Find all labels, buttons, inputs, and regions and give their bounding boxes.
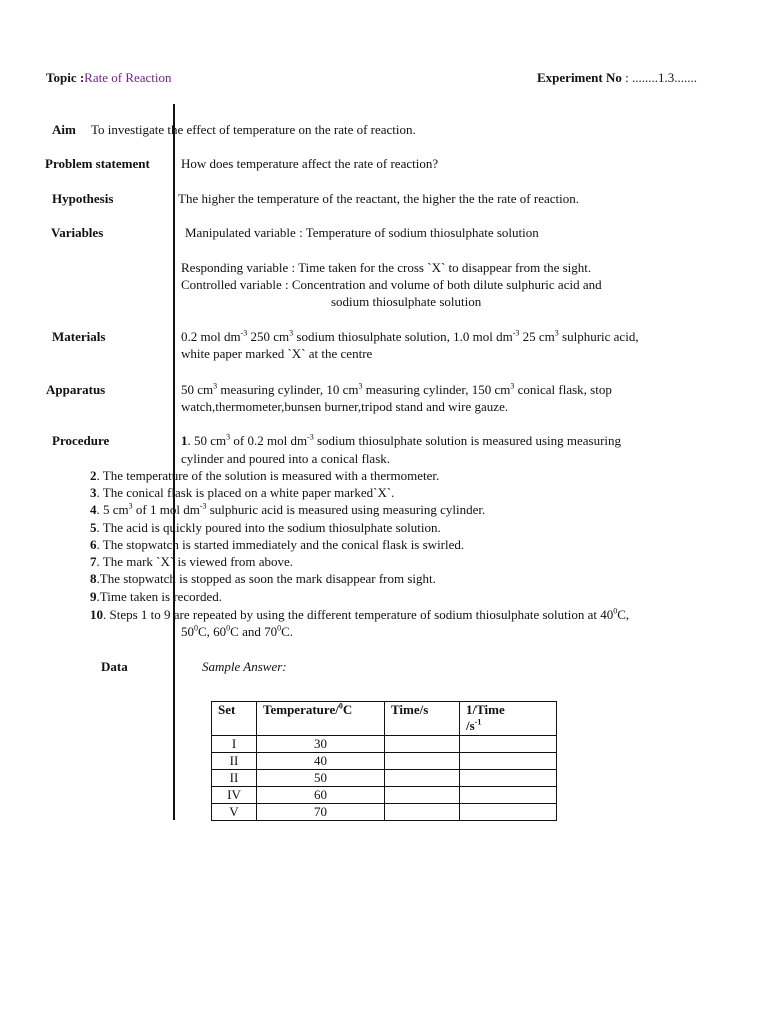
cell-set: I xyxy=(212,736,257,753)
procedure-step-6: 6. The stopwatch is started immediately and the conical flask is swirled. xyxy=(90,537,465,552)
aim-text: To investigate the effect of temperature on the rate of reaction. xyxy=(91,122,416,137)
procedure-step-7: 7. The mark `X` is viewed from above. xyxy=(90,554,294,569)
cell-temperature: 40 xyxy=(257,753,385,770)
cell-temperature: 70 xyxy=(257,804,385,821)
results-table xyxy=(211,701,557,821)
materials-line-1: 0.2 mol $dm^{-3}$ 250 $cm^3$ sodium thiosulphate solution, 1.0 mol $dm^{-3}$ 25 $cm^3$ sulphuric acid, xyxy=(181,328,639,344)
data-label: Data xyxy=(101,659,128,674)
procedure-step-4: 4. 5 $cm^3$ of 1 mol $dm^{-3}$ sulphuric acid is measured using measuring cylinder. xyxy=(90,501,486,517)
apparatus-label: Apparatus xyxy=(46,382,106,397)
procedure-step-1: 1. 50 $cm^3$ of 0.2 mol $dm^{-3}$ sodium thiosulphate solution is measured using measuring xyxy=(181,432,622,448)
cell-set: II xyxy=(212,753,257,770)
aim-label: Aim xyxy=(52,122,76,137)
materials-label: Materials xyxy=(52,329,106,344)
procedure-label: Procedure xyxy=(52,433,110,448)
controlled-variable-cont: sodium thiosulphate solution xyxy=(331,294,482,309)
problem-label: Problem statement xyxy=(45,156,150,171)
table-row xyxy=(212,787,557,804)
manipulated-variable: Manipulated variable : Temperature of sodium thiosulphate solution xyxy=(185,225,539,240)
cell-inverse-time xyxy=(460,770,557,787)
cell-set: IV xyxy=(212,787,257,804)
controlled-variable: Controlled variable : Concentration and volume of both dilute sulphuric acid and xyxy=(181,277,602,292)
cell-inverse-time xyxy=(460,753,557,770)
procedure-step-2: 2. The temperature of the solution is measured with a thermometer. xyxy=(90,468,440,483)
variables-label: Variables xyxy=(51,225,104,240)
cell-time xyxy=(385,753,460,770)
procedure-step-10-cont: $50^0C$, $60^0C$ and $70^0C$. xyxy=(181,623,294,639)
apparatus-line-2: watch,thermometer,bunsen burner,tripod stand and wire gauze. xyxy=(181,399,509,414)
cell-inverse-time xyxy=(460,787,557,804)
table-row xyxy=(212,804,557,821)
cell-temperature: 60 xyxy=(257,787,385,804)
procedure-step-10: 10. Steps 1 to 9 are repeated by using the different temperature of sodium thiosulphate solution at $40^0C$, xyxy=(90,606,630,622)
problem-text: How does temperature affect the rate of reaction? xyxy=(181,156,439,171)
hypothesis-label: Hypothesis xyxy=(52,191,114,206)
procedure-step-5: 5. The acid is quickly poured into the sodium thiosulphate solution. xyxy=(90,520,441,535)
header-set: Set xyxy=(212,702,257,736)
sample-answer: Sample Answer: xyxy=(202,659,287,674)
procedure-step-9: 9.Time taken is recorded. xyxy=(90,589,223,604)
responding-variable: Responding variable : Time taken for the cross `X` to disappear from the sight. xyxy=(181,260,592,275)
cell-time xyxy=(385,770,460,787)
topic-line xyxy=(46,69,172,86)
cell-set: II xyxy=(212,770,257,787)
column-divider xyxy=(173,104,175,820)
cell-set: V xyxy=(212,804,257,821)
cell-temperature: 50 xyxy=(257,770,385,787)
procedure-step-3: 3. The conical flask is placed on a white paper marked`X`. xyxy=(90,485,395,500)
cell-temperature: 30 xyxy=(257,736,385,753)
header-time: Time/s xyxy=(385,702,460,736)
table-row xyxy=(212,736,557,753)
apparatus-line-1: 50 $cm^3$ measuring cylinder, 10 $cm^3$ measuring cylinder, 150 $cm^3$ conical flask, stop xyxy=(181,381,612,397)
header-inverse-time: 1/Time $/s^{-1}$ xyxy=(460,702,557,736)
materials-line-2: white paper marked `X` at the centre xyxy=(181,346,373,361)
table-row xyxy=(212,753,557,770)
cell-time xyxy=(385,787,460,804)
experiment-line xyxy=(537,69,697,86)
table-row xyxy=(212,770,557,787)
header-temperature: Temperature/$^0$C xyxy=(257,702,385,736)
cell-time xyxy=(385,804,460,821)
experiment-value: : ........1.3....... xyxy=(621,70,697,85)
cell-inverse-time xyxy=(460,736,557,753)
hypothesis-text: The higher the temperature of the reactant, the higher the the rate of reaction. xyxy=(178,191,580,206)
procedure-step-1-cont: cylinder and poured into a conical flask. xyxy=(181,451,391,466)
cell-time xyxy=(385,736,460,753)
table-header-row xyxy=(212,702,557,736)
experiment-label: Experiment No xyxy=(537,70,622,85)
cell-inverse-time xyxy=(460,804,557,821)
topic-label: Topic : xyxy=(46,70,85,85)
topic-value: Rate of Reaction xyxy=(84,70,172,85)
procedure-step-8: 8.The stopwatch is stopped as soon the mark disappear from sight. xyxy=(90,571,436,586)
